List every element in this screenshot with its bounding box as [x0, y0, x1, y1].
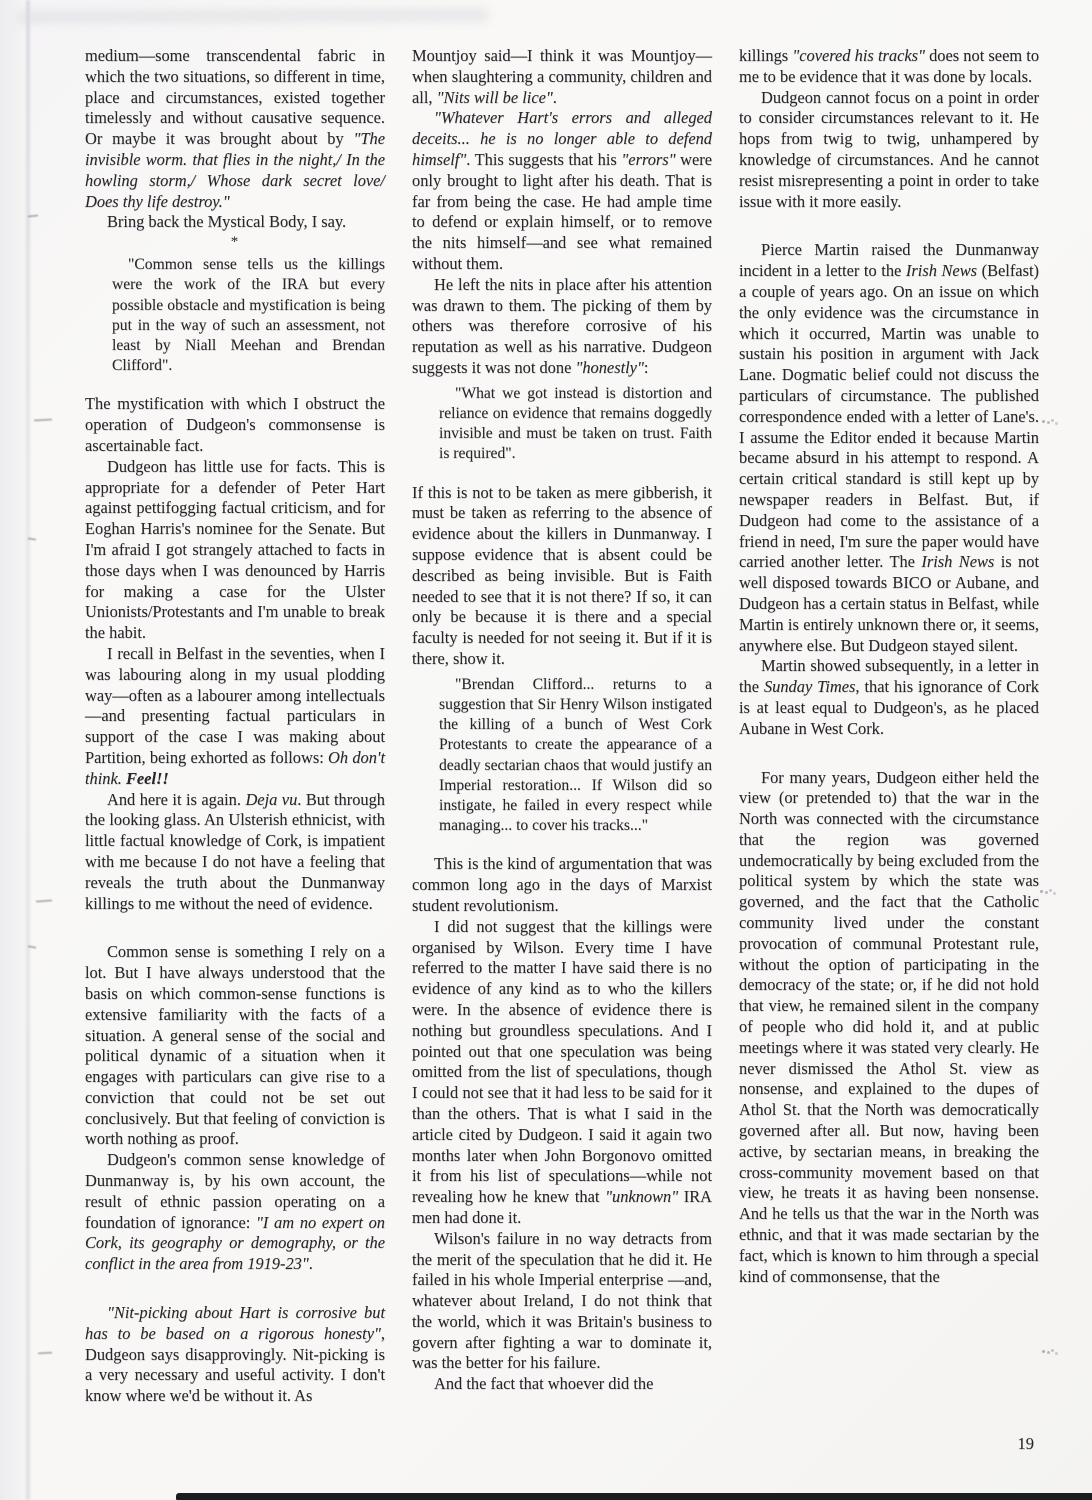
paragraph: He left the nits in place after his attention was drawn to them. The picking of them by others was therefore corrosive of his reputation as well as his narrative. Dudgeon suggests it was not done "honestly": [412, 274, 712, 377]
block-quote: "Brendan Clifford... returns to a suggestion that Sir Henry Wilson instigated the killing of a bunch of West Cork Protestants to create the appearance of a deadly sectarian chaos that would justify an Imperial restoration... If Wilson did so instigate, he failed in every respect while managing... to cover his tracks..." [439, 675, 712, 835]
margin-dots-mark [1042, 420, 1045, 423]
page-left-edge-shadow [0, 0, 26, 1500]
top-scan-smudge [18, 8, 488, 24]
text-column [412, 46, 712, 1407]
paragraph: Wilson's failure in no way detracts from the merit of the speculation that he did it. He failed in his whole Imperial enterprise —and, whatever about Ireland, I do not think that the world, which it was Britain's business to govern after fighting a war to dominate it, was the better for his failure. [412, 1228, 712, 1373]
text-column [739, 46, 1039, 1407]
binding-crease-line [26, 0, 30, 1500]
paragraph: And here it is again. Deja vu. But through the looking glass. An Ulsterish ethnicist, with little factual knowledge of Cork, is impatient with me because I do not have a feeling that reveals the truth about the Dunmanway killings to me without the need of evidence. [85, 789, 385, 913]
paragraph: If this is not to be taken as mere gibberish, it must be taken as referring to the absence of evidence about the killers in Dunmanway. I suppose evidence that is absent could be described as being invisible. But is Faith needed to see that it is not there? If so, it can only be because it is there and a special faculty is needed for not seeing it. But if it is there, show it. [412, 482, 712, 668]
paragraph: This is the kind of argumentation that was common long ago in the days of Marxist student revolutionism. [412, 854, 712, 915]
paragraph: "Whatever Hart's errors and alleged deceits... he is no longer able to defend himself". This suggests that his "errors" were only brought to light after his death. That is far from being the case. He had ample time to defend or explain himself, or to remove the nits himself—and see what remained without them. [412, 108, 712, 273]
paragraph: Dudgeon has little use for facts. This is appropriate for a defender of Peter Hart against pettifogging factual criticism, and for Eoghan Harris's nominee for the Senate. But I'm afraid I got strangely attached to facts in those days when I was denounced by Harris for making a case for the Ulster Unionists/Protestants and I'm unable to break the habit. [85, 456, 385, 643]
paragraph: Common sense is something I rely on a lot. But I have always understood that the basis on which common-sense functions is extensive familiarity with the facts of a situation. A general sense of the social and political dynamic of a situation when it engages with particulars can give rise to a conviction that could not be set out conclusively. But that feeling of conviction is worth nothing as proof. [85, 942, 385, 1149]
paragraph: medium—some transcendental fabric in which the two situations, so different in time, place and circumstances, existed together timelessly and without causative sequence. Or maybe it was brought about by "The invisible worm. that flies in the night,/ In the howling storm,/ Whose dark secret love/ Does thy life destroy." [85, 46, 385, 211]
paragraph: I recall in Belfast in the seventies, when I was labouring along in my usual plodding way—often as a labourer among intellectuals —and presenting factual particulars in support of the case I was making about Partition, being exhorted as follows: Oh don't think. Feel!! [85, 643, 385, 788]
block-quote: "What we got instead is distortion and reliance on evidence that remains doggedly invisible and must be taken on trust. Faith is required". [439, 384, 712, 463]
article-columns [85, 46, 1039, 1407]
margin-dots-mark [1042, 1350, 1045, 1353]
paragraph: For many years, Dudgeon either held the view (or pretended to) that the war in the North was connected with the circumstance that the region was governed undemocratically by being excluded from the political system by which the state was governed, and the fact that the Catholic community lived under the constant provocation of communal Protestant rule, without the option of participating in the democracy of the state; or, if he did not hold that view, he remained silent in the company of people who did hold it, and at public meetings where it was stated very clearly. He never dismissed the Athol St. view as nonsense, and explained to the dupes of Athol St. that the North was democratically governed after all. But now, having been active, by sectarian means, in breaking the cross-community movement based on that view, he treats it as having been nonsense. And he tells us that the war in the North was ethnic, and that it was made sectarian by the fact, which is known to him through a special kind of commonsense, that the [739, 767, 1039, 1286]
paragraph: Martin showed subsequently, in a letter in the Sunday Times, that his ignorance of Cork is at least equal to Dudgeon's, as he placed Aubane in West Cork. [739, 656, 1039, 738]
paragraph: The mystification with which I obstruct the operation of Dudgeon's commonsense is ascertainable fact. [85, 394, 385, 455]
section-separator-star: * [230, 234, 240, 251]
bottom-scan-bar [176, 1493, 1092, 1500]
paragraph: Dudgeon's common sense knowledge of Dunmanway is, by his own account, the result of ethnic passion operating on a foundation of ignorance: "I am no expert on Cork, its geography or demography, or the conflict in the area from 1919-23". [85, 1150, 385, 1274]
page-number: 19 [1017, 1434, 1034, 1453]
paragraph: killings "covered his tracks" does not seem to me to be evidence that it was done by locals. [739, 46, 1040, 86]
pen-mark [34, 419, 52, 422]
text-column [85, 46, 385, 1407]
paragraph: And the fact that whoever did the [434, 1374, 654, 1394]
pen-mark [38, 1352, 52, 1355]
paragraph: "Nit-picking about Hart is corrosive but has to be based on a rigorous honesty", Dudgeon says disapprovingly. Nit-picking is a very necessary and useful activity. I don't know where we'd be without it. As [85, 1303, 385, 1406]
pen-mark [28, 214, 38, 217]
paragraph: Mountjoy said—I think it was Mountjoy—when slaughtering a community, children and all, "Nits will be lice". [412, 46, 712, 107]
margin-dots-mark [1040, 890, 1043, 893]
paragraph: Pierce Martin raised the Dunmanway incident in a letter to the Irish News (Belfast) a couple of years ago. On an issue on which the only evidence was the circumstance in which it occurred, Martin was unable to sustain his position in argument with Jack Lane. Dogmatic belief could not discuss the particulars of circumstance. The published correspondence ended with a letter of Lane's. I assume the Editor ended it because Martin became absurd in his attempt to respond. A certain critical standard is still kept up by newspaper readers in Belfast. But, if Dudgeon had come to the assistance of a friend in need, I'm sure the paper would have carried another letter. The Irish News is not well disposed towards BICO or Aubane, and Dudgeon has a certain status in Belfast, while Martin is entirely unknown there or, it seems, anywhere else. But Dudgeon stayed silent. [739, 240, 1039, 655]
paragraph: I did not suggest that the killings were organised by Wilson. Every time I have referred to the matter I have said there is no evidence of any kind as to who the killers were. In the absence of evidence there is nothing but groundless speculations. And I pointed out that one speculation was being omitted from the list of speculations, though I could not see that it had less to be said for it than the others. That is what I said in the article cited by Dudgeon. I said it again two months later when John Borgonovo omitted it from his list of speculations—while not revealing how he knew that "unknown" IRA men had done it. [412, 916, 712, 1227]
pen-mark [36, 899, 52, 902]
paragraph: Dudgeon cannot focus on a point in order to consider circumstances relevant to it. He hops from twig to twig, unhampered by knowledge of circumstances. And he cannot resist misrepresenting a point in order to take issue with it more easily. [739, 87, 1039, 211]
block-quote: "Common sense tells us the killings were the work of the IRA but every possible obstacle and mystification is being put in the way of such an assessment, not least by Niall Meehan and Brendan Clifford". [112, 256, 385, 375]
paragraph: Bring back the Mystical Body, I say. [107, 212, 347, 232]
